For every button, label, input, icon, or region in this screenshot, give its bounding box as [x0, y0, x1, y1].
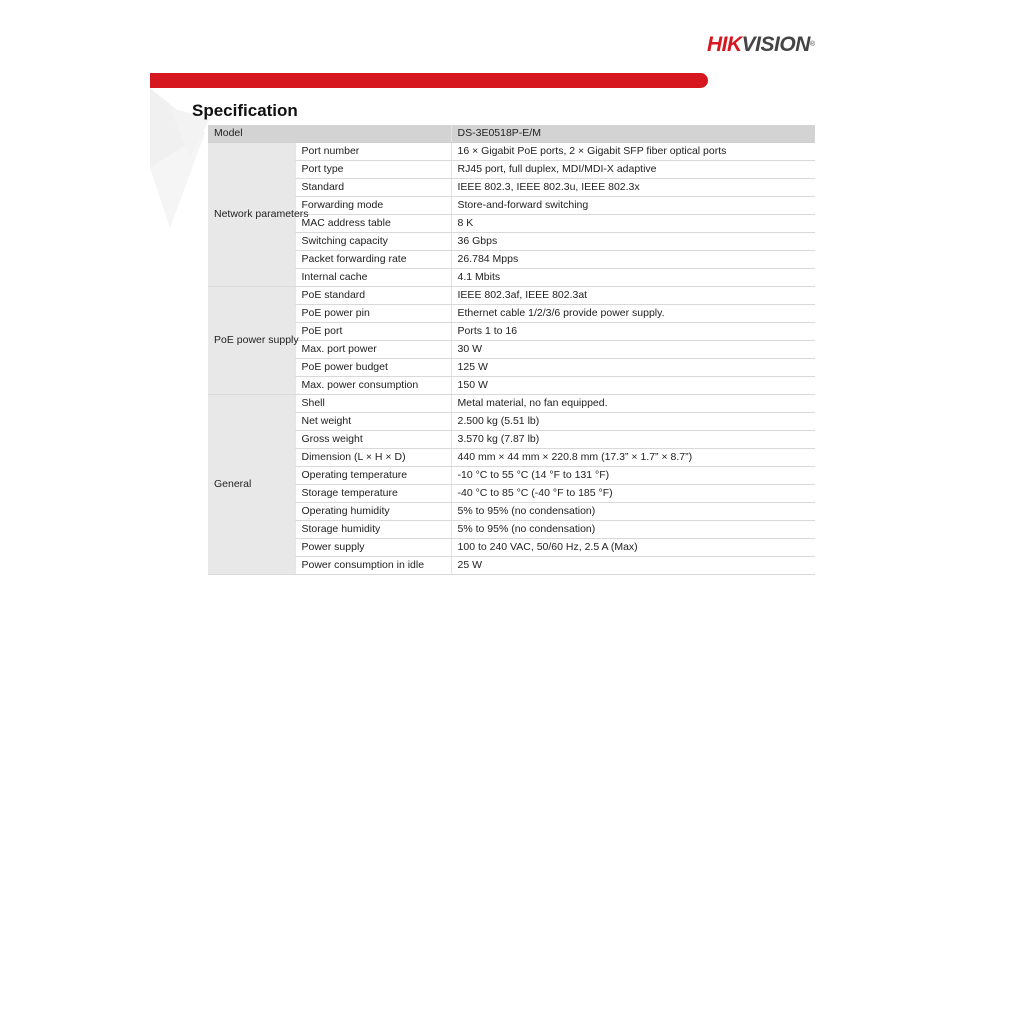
parameter-name: Dimension (L × H × D) [295, 449, 451, 467]
page-title: Specification [192, 101, 298, 120]
table-row [208, 179, 815, 197]
parameter-value: 36 Gbps [451, 233, 815, 251]
table-row [208, 395, 815, 413]
group-label: Network parameters [208, 143, 295, 287]
model-label: Model [208, 125, 451, 143]
table-row [208, 431, 815, 449]
parameter-value: Ports 1 to 16 [451, 323, 815, 341]
parameter-value: 3.570 kg (7.87 lb) [451, 431, 815, 449]
table-row [208, 233, 815, 251]
parameter-value: 8 K [451, 215, 815, 233]
parameter-value: Metal material, no fan equipped. [451, 395, 815, 413]
parameter-name: Net weight [295, 413, 451, 431]
parameter-name: Storage temperature [295, 485, 451, 503]
parameter-name: Standard [295, 179, 451, 197]
table-row [208, 413, 815, 431]
parameter-value: 440 mm × 44 mm × 220.8 mm (17.3” × 1.7” × 8.7”) [451, 449, 815, 467]
hikvision-logo [707, 33, 815, 57]
table-header-row [208, 125, 815, 143]
group-label: General [208, 395, 295, 575]
parameter-name: Switching capacity [295, 233, 451, 251]
parameter-name: MAC address table [295, 215, 451, 233]
group-label: PoE power supply [208, 287, 295, 395]
table-row [208, 341, 815, 359]
specification-table [208, 125, 815, 575]
model-value: DS-3E0518P-E/M [451, 125, 815, 143]
table-row [208, 467, 815, 485]
parameter-name: Internal cache [295, 269, 451, 287]
parameter-value: 2.500 kg (5.51 lb) [451, 413, 815, 431]
parameter-name: Operating temperature [295, 467, 451, 485]
parameter-name: PoE port [295, 323, 451, 341]
parameter-value: 5% to 95% (no condensation) [451, 521, 815, 539]
parameter-value: 5% to 95% (no condensation) [451, 503, 815, 521]
parameter-name: Operating humidity [295, 503, 451, 521]
parameter-name: PoE standard [295, 287, 451, 305]
table-row [208, 287, 815, 305]
parameter-name: Packet forwarding rate [295, 251, 451, 269]
parameter-value: Store-and-forward switching [451, 197, 815, 215]
parameter-name: Max. power consumption [295, 377, 451, 395]
table-row [208, 359, 815, 377]
parameter-value: 100 to 240 VAC, 50/60 Hz, 2.5 A (Max) [451, 539, 815, 557]
parameter-value: -10 °C to 55 °C (14 °F to 131 °F) [451, 467, 815, 485]
table-row [208, 503, 815, 521]
header-red-bar [150, 73, 708, 88]
table-row [208, 269, 815, 287]
table-row [208, 305, 815, 323]
table-row [208, 485, 815, 503]
parameter-value: -40 °C to 85 °C (-40 °F to 185 °F) [451, 485, 815, 503]
logo-hik-text: HIK [707, 33, 742, 56]
parameter-value: IEEE 802.3af, IEEE 802.3at [451, 287, 815, 305]
parameter-name: Shell [295, 395, 451, 413]
parameter-name: PoE power pin [295, 305, 451, 323]
logo-vision-text: VISION [741, 33, 810, 56]
table-row [208, 539, 815, 557]
parameter-name: Port number [295, 143, 451, 161]
table-row [208, 251, 815, 269]
parameter-name: Max. port power [295, 341, 451, 359]
parameter-value: 30 W [451, 341, 815, 359]
parameter-value: 16 × Gigabit PoE ports, 2 × Gigabit SFP fiber optical ports [451, 143, 815, 161]
parameter-name: Port type [295, 161, 451, 179]
parameter-name: Forwarding mode [295, 197, 451, 215]
parameter-name: Storage humidity [295, 521, 451, 539]
table-row [208, 143, 815, 161]
specification-table-body [208, 125, 815, 575]
parameter-value: Ethernet cable 1/2/3/6 provide power supply. [451, 305, 815, 323]
parameter-value: 4.1 Mbits [451, 269, 815, 287]
parameter-value: 26.784 Mpps [451, 251, 815, 269]
table-row [208, 161, 815, 179]
parameter-name: Gross weight [295, 431, 451, 449]
table-row [208, 377, 815, 395]
parameter-value: 25 W [451, 557, 815, 575]
logo-registered-mark: ® [809, 41, 815, 48]
parameter-name: PoE power budget [295, 359, 451, 377]
parameter-name: Power supply [295, 539, 451, 557]
table-row [208, 449, 815, 467]
parameter-value: RJ45 port, full duplex, MDI/MDI-X adaptive [451, 161, 815, 179]
parameter-value: 150 W [451, 377, 815, 395]
table-row [208, 521, 815, 539]
table-row [208, 323, 815, 341]
table-row [208, 557, 815, 575]
parameter-name: Power consumption in idle [295, 557, 451, 575]
parameter-value: IEEE 802.3, IEEE 802.3u, IEEE 802.3x [451, 179, 815, 197]
parameter-value: 125 W [451, 359, 815, 377]
